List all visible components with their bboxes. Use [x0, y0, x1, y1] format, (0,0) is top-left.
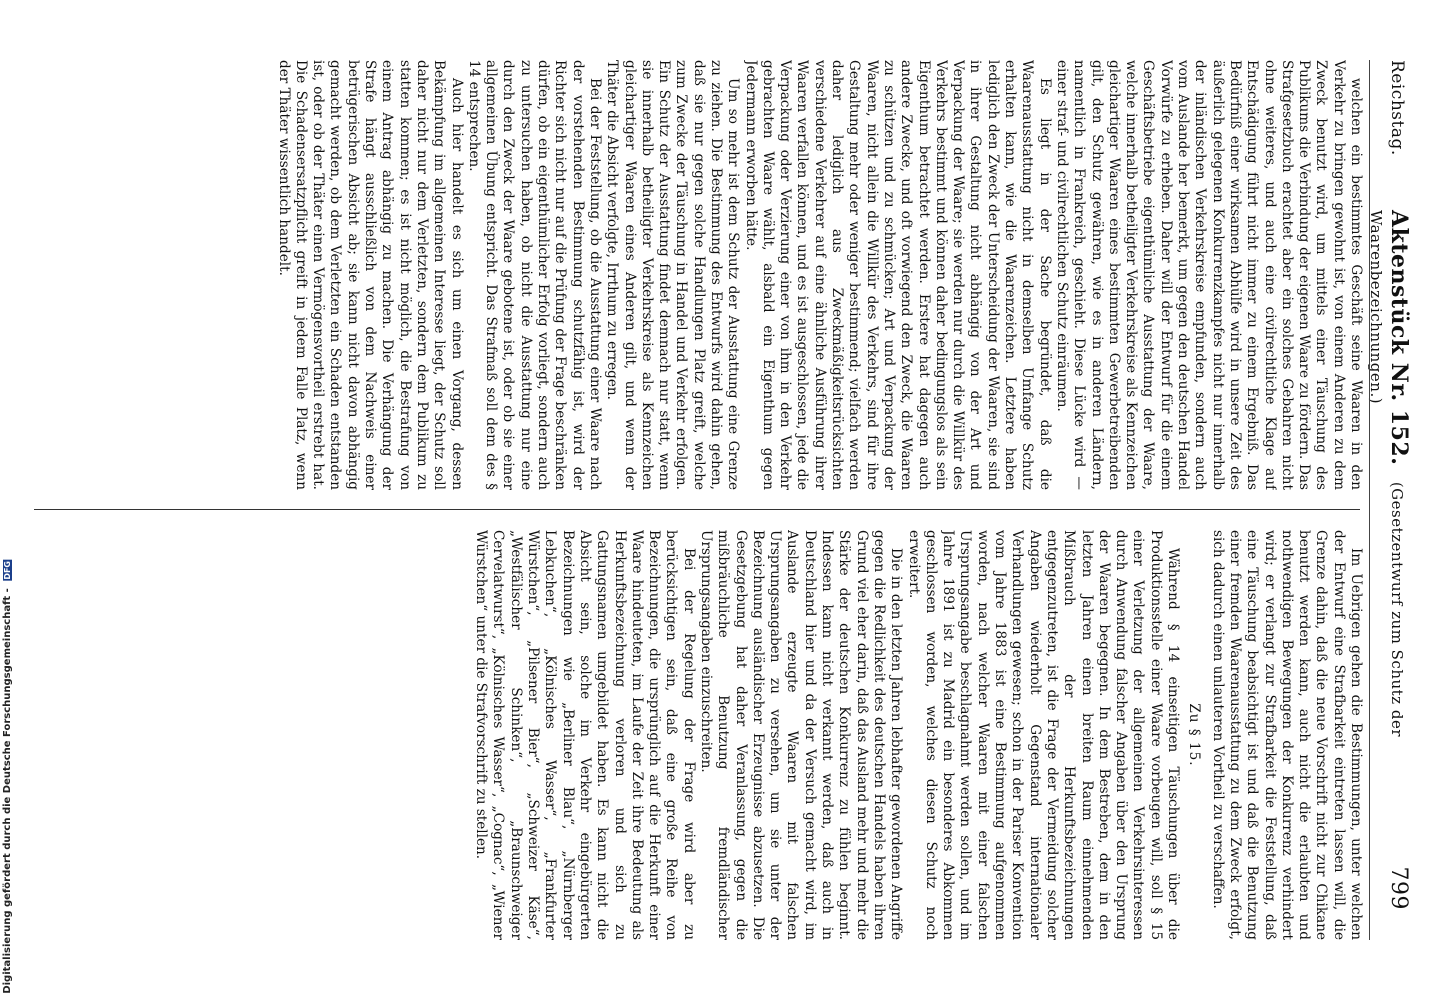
left-paragraph-4: Bei der Feststellung, ob die Ausstattung einer Waare nach der vorstehenden Bestimmung schutzfähig ist, wird der Richter sich nicht nur auf die Prüfung der Frage beschränken dürfen, ob ein eigenthümlicher Erfolg vorliegt, sondern auch zu untersuchen haben, ob nicht die Ausstattung nur eine durch den Zweck der Waare gebotene ist, oder ob sie einer allgemeinen Übung entspricht. Das Strafmaß soll dem des § 14 entsprechen. [465, 60, 603, 490]
header-title [1366, 210, 1412, 860]
left-paragraph-2: Es liegt in der Sache begründet, daß die Waarenausstattung nicht in demselben Umfange Schutz erhalten kann, wie die Waarenzeichen. Letztere haben lediglich den Zweck der Unterscheidung der Waaren, sie sind in ihrer Gestaltung nicht abhängig von der Art und Verpackung der Waare; sie werden nur durch die Willkür des Verkehrs bestimmt und können daher bedingungslos als sein Eigenthum betrachtet werden. Erstere hat dagegen auch andere Zwecke, und oft vorwiegend den Zweck, die Waaren zu schützen und zu schmücken; Art und Verpackung der Waaren, nicht allein die Willkür des Verkehrs, sind für ihre Gestaltung mehr oder weniger bestimmend; vielfach werden daher lediglich aus Zweckmäßigkeitsrücksichten verschiedene Verkehrer auf eine ähnliche Ausführung ihrer Waaren verfallen können, und es ist ausgeschlossen, jede die Verpackung oder Verzierung einer von ihm in den Verkehr gebrachten Waare wählt, alsbald ein Eigenthum gegen Jedermann erworben hätte. [742, 60, 1053, 490]
right-column [30, 530, 1364, 940]
digitization-footer [2, 560, 13, 994]
left-paragraph-5: Auch hier handelt es sich um einen Vorgang, dessen Bekämpfung im allgemeinen Interesse liegt, der Schutz soll daher nicht nur dem Verletzten, sondern dem Publikum zu statten kommen; es ist nicht möglich, die Bestrafung von einem Antrag abhängig zu machen. Die Verhängung der Strafe hängt ausschließlich von dem Nachweis einer betrügerischen Absicht ab; sie kann nicht davon abhängig gemacht werden, ob dem Verletzten ein Schaden entstanden ist, oder ob der Thäter einen Vermögensvortheil erstrebt hat. Die Schadensersatzpflicht greift in jedem Falle Platz, wenn der Thäter wissentlich handelt. [275, 60, 465, 490]
page-number: 799 [1386, 866, 1411, 910]
right-paragraph-1: Während § 14 einseitigen Täuschungen über die Produktionsstelle einer Waare vorbeugen will, soll § 15 einer Verletzung der allgemeinen Verkehrsinteressen durch Anwendung falscher Angaben über den Ursprung der Waaren begegnen. In dem Bestreben, dem in den letzten Jahren einen breiten Raum einnehmenden Mißbrauch der Herkunftsbezeichnungen entgegenzutreten, ist die Frage der Vermeidung solcher Angaben wiederholt Gegenstand internationaler Verhandlungen gewesen; schon in der Pariser Konvention vom Jahre 1883 ist eine Bestimmung aufgenommen worden, nach welcher Waaren mit einer falschen Ursprungsangabe beschlagnahmt werden sollen, und im Jahre 1891 ist zu Madrid ein besonderes Abkommen geschlossen worden, welches diesen Schutz noch erweitert. [905, 530, 1182, 940]
right-intro-paragraph: Im Uebrigen gehen die Bestimmungen, unter welchen der Entwurf eine Strafbarkeit eintreten lassen will, die Grenze dahin, daß die neue Vorschrift nicht zur Chikane benutzt werden kann, auch nicht die erlaubten und nothwendigen Bewegungen der Konkurrenz verhindert wird; er verlangt zur Strafbarkeit die Feststellung, daß eine Täuschung beabsichtigt ist und daß die Benutzung einer fremden Waarenausstattung zu dem Zweck erfolgt, sich dadurch einen unlauteren Vortheil zu verschaffen. [1209, 530, 1364, 940]
right-paragraph-2: Die in den letzten Jahren lebhafter gewordenen Angriffe gegen die Redlichkeit des deutschen Handels haben ihren Grund viel eher darin, daß das Ausland mehr und mehr die Stärke der deutschen Konkurrenz zu fühlen beginnt. Indessen kann nicht verkannt werden, daß auch in Deutschland hier und da der Versuch gemacht wird, im Auslande erzeugte Waaren mit falschen Ursprungsangaben zu versehen, um sie unter der Bezeichnung ausländischer Erzeugnisse abzusetzen. Die Gesetzgebung hat daher Veranlassung, gegen die mißbräuchliche Benutzung fremdländischer Ursprungsangaben einzuschreiten. [698, 530, 905, 940]
right-paragraph-3: Bei der Regelung der Frage wird aber zu berücksichtigen sein, daß eine große Reihe von Bezeichnungen, die ursprünglich auf die Herkunft einer Waare hindeuteten, im Laufe der Zeit ihre Bedeutung als Herkunftsbezeichnung verloren und sich zu Gattungsnamen umgebildet haben. Es kann nicht die Absicht sein, solche im Verkehr eingebürgerten Bezeichnungen wie „Berliner Blau“, „Nürnberger Lebkuchen“, „Kölnisches Wasser“, „Frankfurter Würstchen“, „Pilsener Bier“, „Schweizer Käse“, „Westfälischer Schinken“, „Braunschweiger Cervelatwurst“, „Kölnisches Wasser“, „Cognac“, „Wiener Würstchen“ unter die Strafvorschrift zu stellen. [473, 530, 697, 940]
left-paragraph-3: Um so mehr ist dem Schutz der Ausstattung eine Grenze zu ziehen. Die Bestimmung des Entwurfs wird dahin gehen, daß sie nur gegen solche Handlungen Platz greift, welche zum Zwecke der Täuschung in Handel und Verkehr erfolgen. Ein Schutz der Ausstattung findet demnach nur statt, wenn sie innerhalb betheiligter Verkehrskreise als Kennzeichen gleichartiger Waaren eines Anderen gilt, und wenn der Thäter die Absicht verfolgte, Irrthum zu erregen. [604, 60, 742, 490]
column-divider [34, 509, 1360, 510]
dfg-logo: DFG [3, 561, 12, 580]
header-subtitle: (Gesetzentwurf zum Schutz der Waarenbezeichnungen.) [1367, 210, 1406, 737]
page-header [1367, 60, 1412, 910]
section-heading: Zu § 15. [1186, 703, 1203, 767]
left-column [30, 60, 1364, 490]
footer-text: Digitalisierung gefördert durch die Deutsche Forschungsgemeinschaft - [2, 588, 13, 994]
header-rule [1369, 60, 1370, 940]
header-venue: Reichstag. [1387, 60, 1407, 156]
header-document-number: Aktenstück Nr. 152. [1386, 210, 1412, 466]
left-paragraph-1: welchen ein bestimmtes Geschäft seine Waaren in den Verkehr zu bringen gewohnt ist, von einem Anderen zu dem Zweck benutzt wird, um mittels einer Täuschung des Publikums die Verbindung der eigenen Waare zu fördern. Das Strafgesetzbuch erachtet aber ein solches Gebahren nicht ohne weiteres, und auch eine civilrechtliche Klage auf Entschädigung führt nicht immer zu einem Ergebniß. Das Bedürfniß einer wirksamen Abhülfe wird in unsere Zeit des äußerlich gelegenen Konkurrenzkampfes nicht nur innerhalb der inländischen Verkehrskreise empfunden, sondern auch vom Auslande her bemerkt, um gegen den deutschen Handel Vorwürfe zu erheben. Daher will der Entwurf für die einem Geschäftsbetriebe eigenthümliche Ausstattung der Waare, welche innerhalb betheiligter Verkehrskreise als Kennzeichen gleichartiger Waaren eines bestimmten Gewerbetreibenden gilt, den Schutz gewähren, wie es in anderen Ländern, namentlich in Frankreich, geschieht. Diese Lücke wird — einer straf- und civilrechtlichen Schutz einräumen. [1053, 60, 1364, 490]
